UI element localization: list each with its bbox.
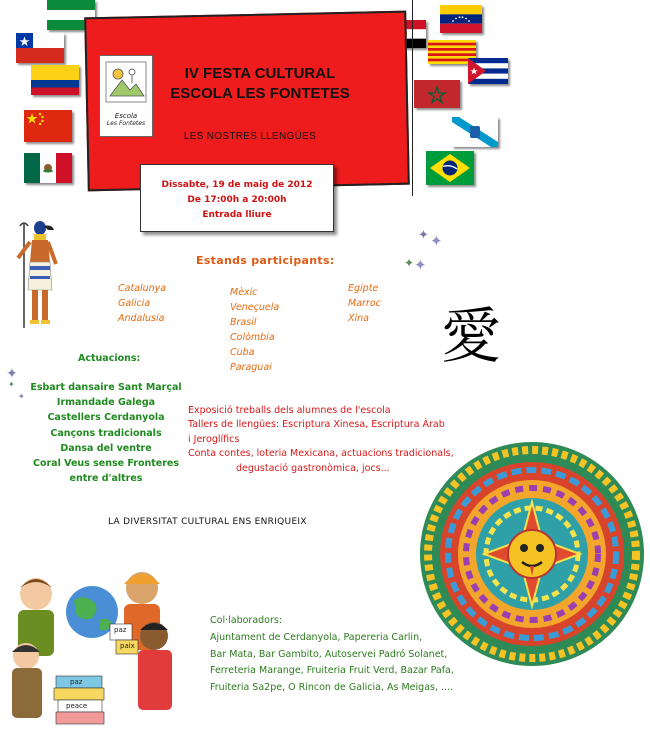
stand-item: Marroc xyxy=(348,298,381,309)
title-line-2: ESCOLA LES FONTETES xyxy=(170,85,350,102)
sparkle-star-icon: ✦ xyxy=(8,380,15,389)
performance-item: Castellers Cerdanyola xyxy=(47,412,165,424)
word-label: paix xyxy=(120,642,135,650)
collaborators-list xyxy=(210,630,480,696)
sparkle-star-icon: ✦ xyxy=(18,392,25,401)
motto-text: LA DIVERSITAT CULTURAL ENS ENRIQUEIX xyxy=(108,517,307,527)
school-logo xyxy=(99,55,153,137)
event-time: De 17:00h a 20:00h xyxy=(187,195,287,205)
stand-item: Egipte xyxy=(348,283,379,294)
stand-item: Galicia xyxy=(118,298,151,309)
cuba-flag xyxy=(468,58,508,84)
collaborators-title: Col·laboradors: xyxy=(210,615,283,626)
divider-line xyxy=(412,0,413,196)
sparkle-star-icon: ✦ xyxy=(418,228,429,243)
sparkle-star-icon: ✦ xyxy=(430,232,443,250)
logo-text-line1: Escola xyxy=(114,112,138,120)
performance-item: Coral Veus sense Fronteres xyxy=(32,458,180,470)
performance-item: Irmandade Galega xyxy=(56,397,156,409)
title-line-1: IV FESTA CULTURAL xyxy=(184,65,336,82)
page-subtitle: LES NOSTRES LLENGÜES xyxy=(183,131,317,142)
stands-column-2 xyxy=(230,285,279,375)
chile-flag xyxy=(16,33,64,63)
venezuela-flag xyxy=(440,5,482,33)
sparkle-star-icon: ✦ xyxy=(6,366,18,382)
collaborator-line: Bar Mata, Bar Gambito, Autoservei Padró Solanet, xyxy=(210,648,448,660)
performance-item: Cançons tradicionals xyxy=(50,427,162,439)
logo-text-line2: Les Fontetes xyxy=(106,120,146,127)
stands-title: Estands participants: xyxy=(196,254,335,267)
stands-column-3 xyxy=(348,281,381,326)
event-date: Dissabte, 19 de maig de 2012 xyxy=(161,180,313,190)
mexico-flag xyxy=(24,153,72,183)
stand-item: Veneçuela xyxy=(230,302,280,313)
chinese-love-character: 愛 xyxy=(441,302,501,372)
performance-item: Esbart dansaire Sant Marçal xyxy=(30,382,182,393)
brazil-flag xyxy=(426,151,474,185)
performances-list xyxy=(16,380,196,486)
galicia-flag xyxy=(452,117,498,147)
stand-item: Paraguai xyxy=(230,362,272,373)
activity-line: Exposició treballs dels alumnes de l'escola xyxy=(188,405,391,416)
stand-item: Andalusia xyxy=(118,313,165,324)
stand-item: Catalunya xyxy=(118,283,167,294)
activity-line: degustació gastronòmica, jocs... xyxy=(236,462,390,474)
stand-item: Brasil xyxy=(230,317,257,328)
stand-item: Cuba xyxy=(230,347,255,358)
activity-line: Conta contes, loteria Mexicana, actuacions tradicionals, xyxy=(188,448,454,460)
activity-line: Tallers de llengües: Escriptura Xinesa, Escriptura Àrab xyxy=(188,419,445,431)
collaborator-line: Ferreteria Marange, Fruiteria Fruit Verd, Bazar Pafa, xyxy=(210,665,454,676)
china-flag xyxy=(24,110,72,142)
stand-item: Colòmbia xyxy=(230,332,275,343)
egyptian-god-illustration xyxy=(10,218,66,330)
word-label: paz xyxy=(70,678,83,686)
morocco-flag xyxy=(414,80,460,108)
performances-title: Actuacions: xyxy=(78,353,141,364)
event-details-box xyxy=(140,164,334,232)
stand-item: Mèxic xyxy=(230,287,258,298)
stands-column-1 xyxy=(118,281,166,326)
activity-line: i Jeroglífics xyxy=(188,433,240,445)
children-globe-illustration xyxy=(4,560,186,726)
collaborator-line: Fruiteria Sa2pe, O Rincon de Galicia, As Meigas, .... xyxy=(210,681,454,693)
colombia-flag xyxy=(31,65,79,95)
event-entry: Entrada lliure xyxy=(202,210,272,220)
performance-item: Dansa del ventre xyxy=(60,442,152,454)
page-title xyxy=(160,64,360,104)
sparkle-star-icon: ✦ xyxy=(414,256,427,274)
sparkle-star-icon: ✦ xyxy=(404,256,415,270)
stand-item: Xina xyxy=(348,313,369,324)
collaborator-line: Ajuntament de Cerdanyola, Papereria Carlin, xyxy=(210,632,423,643)
performance-item: entre d'altres xyxy=(69,473,143,485)
word-label: paz xyxy=(114,626,127,634)
word-label: peace xyxy=(66,702,88,710)
